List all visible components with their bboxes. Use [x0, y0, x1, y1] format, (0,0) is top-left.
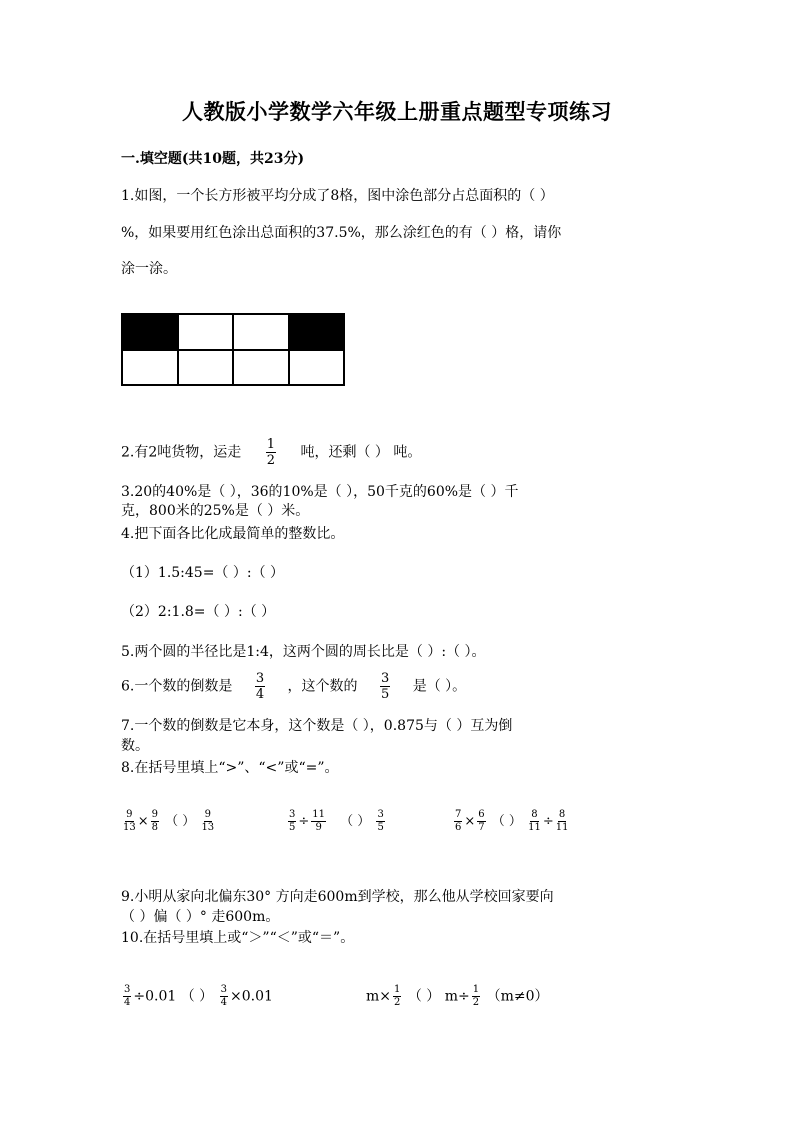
grid-cell[interactable]: [233, 314, 289, 350]
frac-den: 13: [123, 822, 136, 833]
operator: ÷: [298, 814, 310, 829]
q2-fraction: [266, 438, 276, 467]
grid-cell[interactable]: [178, 314, 234, 350]
q8-text: 8.在括号里填上“>”、“<”或“=”。: [121, 760, 339, 776]
frac-den: 4: [220, 997, 228, 1008]
q5-text: 5.两个圆的半径比是1:4，这两个圆的周长比是（ ）:（ ）。: [121, 644, 486, 660]
q2-frac-num: 1: [266, 437, 275, 452]
frac-den: 5: [289, 822, 296, 833]
q8-e3-frac-a: [454, 810, 462, 833]
operator: ×: [464, 814, 476, 829]
page-title: 人教版小学数学六年级上册重点题型专项练习: [182, 99, 612, 124]
q8-expression-3: [452, 810, 570, 833]
condition-text: （m≠0）: [486, 988, 549, 1005]
q7-line1: 7.一个数的倒数是它本身，这个数是（ ），0.875与（ ）互为倒: [121, 718, 513, 734]
frac-num: 8: [531, 809, 538, 820]
q6-fraction-1: [255, 672, 265, 701]
frac-num: 6: [478, 809, 485, 820]
q6-fraction-2: [380, 672, 390, 701]
frac-num: 1: [394, 984, 401, 995]
q8-e2-frac-a: [288, 810, 296, 833]
q8-e1-frac-a: [123, 810, 136, 833]
q2: [121, 438, 421, 467]
section-heading: 一.填空题(共10题，共23分): [121, 151, 305, 167]
q1-line3: 涂一涂。: [121, 261, 177, 277]
frac-num: 3: [124, 984, 131, 995]
q8-e3-frac-b: [477, 810, 485, 833]
frac-den: 8: [151, 822, 159, 833]
frac-den: 9: [315, 822, 322, 833]
q4-sub1: （1）1.5:45=（ ）:（ ）: [121, 565, 285, 581]
expression-text: ÷0.01: [133, 988, 177, 1005]
expression-text: m÷: [444, 988, 470, 1005]
q8-e2-frac-b: [311, 810, 326, 833]
frac-num: 8: [558, 809, 566, 820]
q10-text: 10.在括号里填上或“＞”“＜”或“＝”。: [121, 930, 355, 946]
answer-blank[interactable]: （ ）: [340, 814, 371, 829]
frac-den: 2: [472, 997, 480, 1008]
answer-blank[interactable]: （ ）: [407, 988, 441, 1005]
frac-num: 11: [312, 809, 326, 820]
grid-cell[interactable]: [122, 314, 178, 350]
q1-line2: %，如果要用红色涂出总面积的37.5%，那么涂红色的有（ ）格，请你: [121, 225, 562, 241]
frac-den: 11: [555, 822, 569, 833]
q8-e3-frac-d: [556, 810, 569, 833]
grid-cell[interactable]: [122, 350, 178, 386]
frac-num: 9: [126, 809, 133, 820]
answer-blank[interactable]: （ ）: [491, 814, 522, 829]
frac-den: 6: [455, 822, 462, 833]
frac-den: 5: [377, 822, 384, 833]
frac-num: 9: [151, 809, 159, 820]
frac-num: 9: [204, 809, 211, 820]
grid-cell[interactable]: [233, 350, 289, 386]
answer-blank[interactable]: （ ）: [180, 988, 214, 1005]
q4-text: 4.把下面各比化成最简单的整数比。: [121, 526, 345, 542]
q6-frac2-den: 5: [381, 687, 390, 702]
rectangle-grid[interactable]: [121, 313, 345, 386]
q8-expression-1: [121, 810, 216, 833]
frac-den: 13: [201, 822, 215, 833]
q7-line2: 数。: [121, 738, 149, 754]
operator: ×: [137, 814, 149, 829]
grid-cell[interactable]: [289, 350, 345, 386]
q10-e2-frac-a: [393, 985, 401, 1008]
frac-num: 3: [289, 809, 296, 820]
q6-pre: 6.一个数的倒数是: [121, 678, 233, 695]
frac-num: 7: [455, 809, 462, 820]
q3-line2: 克，800米的25%是（ ）米。: [121, 503, 310, 519]
q1-line1: 1.如图，一个长方形被平均分成了8格，图中涂色部分占总面积的（ ）: [121, 188, 554, 204]
q10-expression-1: [121, 985, 273, 1008]
frac-den: 11: [528, 822, 541, 833]
frac-num: 3: [220, 984, 228, 995]
frac-den: 2: [394, 997, 401, 1008]
q8-expression-2: [286, 810, 387, 833]
q10-e1-frac-b: [220, 985, 228, 1008]
answer-blank[interactable]: （ ）: [165, 814, 196, 829]
grid-cell[interactable]: [178, 350, 234, 386]
q6-frac1-den: 4: [255, 687, 265, 702]
frac-den: 4: [124, 997, 131, 1008]
frac-num: 3: [377, 809, 384, 820]
q9-line2: （ ）偏（ ）° 走600m。: [121, 909, 280, 925]
operator: ÷: [542, 814, 554, 829]
grid-cell[interactable]: [289, 314, 345, 350]
q6-frac1-num: 3: [255, 671, 265, 686]
q6-frac2-num: 3: [381, 671, 390, 686]
q2-pre: 2.有2吨货物，运走: [121, 444, 242, 461]
q10-expression-2: [366, 985, 549, 1008]
expression-text: ×0.01: [230, 988, 273, 1005]
q8-e2-frac-c: [376, 810, 384, 833]
q2-post: 吨，还剩（ ） 吨。: [300, 444, 422, 461]
q8-e1-frac-c: [201, 810, 214, 833]
expression-text: m×: [366, 988, 392, 1005]
frac-num: 1: [472, 984, 480, 995]
q8-e3-frac-c: [528, 810, 541, 833]
q3-line1: 3.20的40%是（ ），36的10%是（ ），50千克的60%是（ ）千: [121, 484, 519, 500]
q6-mid: ，这个数的: [287, 678, 358, 695]
q10-e1-frac-a: [123, 985, 131, 1008]
q6: [121, 672, 466, 701]
q6-post: 是（ ）。: [412, 678, 467, 695]
q2-frac-den: 2: [266, 453, 275, 468]
q9-line1: 9.小明从家向北偏东30° 方向走600m到学校，那么他从学校回家要向: [121, 889, 554, 905]
q4-sub2: （2）2:1.8=（ ）:（ ）: [121, 604, 276, 620]
q10-e2-frac-b: [472, 985, 480, 1008]
q8-e1-frac-b: [151, 810, 159, 833]
frac-den: 7: [478, 822, 485, 833]
